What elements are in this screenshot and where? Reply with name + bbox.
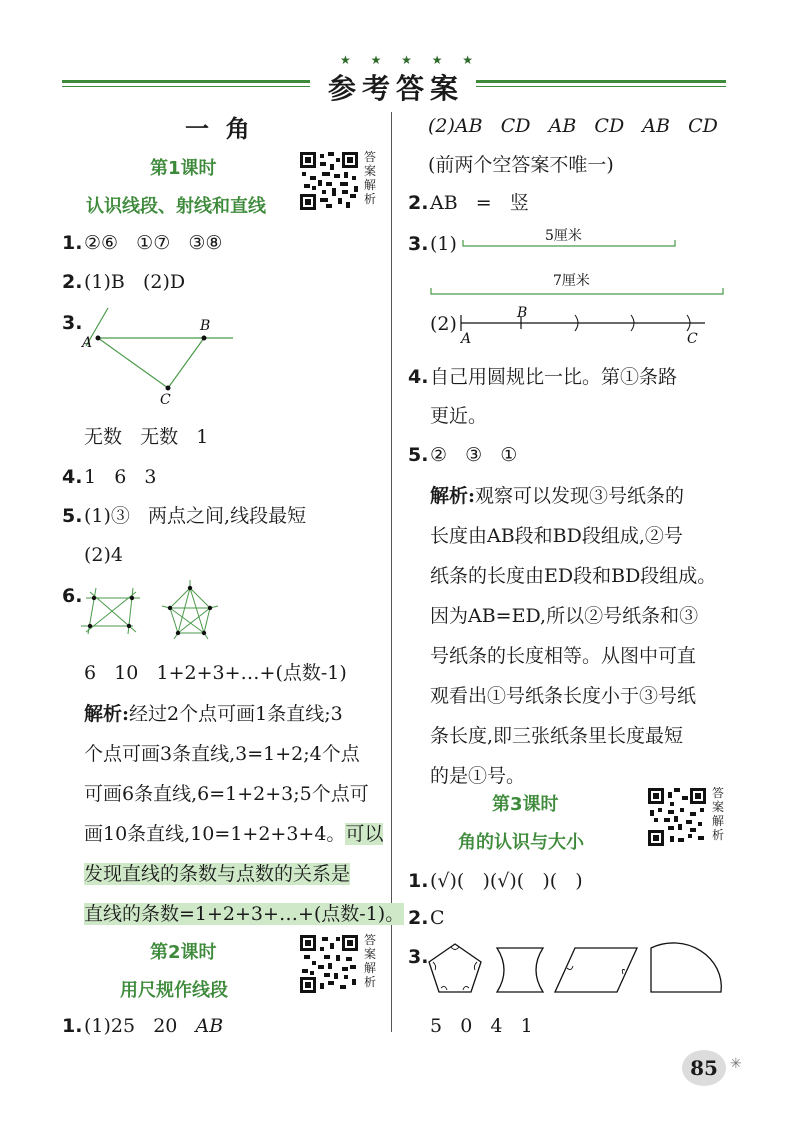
qr-label: 答案解析 <box>712 786 725 842</box>
q1-number: 1. <box>62 232 83 254</box>
q6-analysis-label: 解析: <box>84 703 130 725</box>
q6-analysis-line3: 可画6条直线,6=1+2+3;5个点可 <box>84 783 369 805</box>
l2q1-number: 1. <box>62 1015 83 1037</box>
l3q3-shapes <box>425 940 725 998</box>
q6-analysis-text4: 画10条直线,10=1+2+3+4。 <box>84 823 346 845</box>
q5-answer-line1: (1)③ 两点之间,线段最短 <box>84 505 307 527</box>
q6-analysis-line4 <box>84 823 383 845</box>
q6-number: 6. <box>62 585 83 607</box>
l2q1-var: AB <box>195 1015 224 1037</box>
r-q5-analysis-line8: 的是①号。 <box>430 765 526 787</box>
q6-analysis-line2: 个点可画3条直线,3=1+2;4个点 <box>84 743 360 765</box>
q3-point-c: C <box>160 392 171 408</box>
r-q4-number: 4. <box>408 366 429 388</box>
qr-code-icon[interactable] <box>648 788 706 846</box>
q1-answer: ②⑥ ①⑦ ③⑧ <box>84 232 223 254</box>
r-q2-answer: AB = 竖 <box>430 192 529 214</box>
qr-code-icon[interactable] <box>300 935 358 993</box>
qr-label: 答案解析 <box>364 933 377 989</box>
r-q3-part1: (1) <box>430 233 457 255</box>
q2-answer: (1)B (2)D <box>84 271 186 293</box>
q3-number: 3. <box>62 312 83 334</box>
page-number: 85 <box>682 1050 726 1086</box>
r-q5-analysis-line2: 长度由AB段和BD段组成,②号 <box>430 525 683 547</box>
unit-title: 一 角 <box>185 114 250 143</box>
q5-number: 5. <box>62 505 83 527</box>
column-divider <box>391 112 392 1032</box>
header-stars: ★ ★ ★ ★ ★ <box>340 53 482 67</box>
r-q5-analysis-label: 解析: <box>430 485 476 507</box>
r-q3-point-a: A <box>461 331 472 347</box>
q6-dots-diagram <box>78 578 248 640</box>
r-q3-segments <box>425 222 725 302</box>
q3-point-a: A <box>82 335 93 351</box>
r-q4-line1: 自己用圆规比一比。第①条路 <box>430 366 678 388</box>
l2q1-answer-text: (1)25 20 <box>84 1015 178 1037</box>
r-q5-analysis-line6: 观看出①号纸条长度小于③号纸 <box>430 685 697 707</box>
r-q5-analysis-line5: 号纸条的长度相等。从图中可直 <box>430 645 697 667</box>
lesson1-subtitle: 认识线段、射线和直线 <box>86 196 266 217</box>
decor-star-icon: ✳ <box>730 1056 742 1072</box>
l3q3-answer: 5 0 4 1 <box>430 1015 533 1037</box>
r-q5-analysis-line1 <box>430 485 684 507</box>
r-q3-ray <box>455 305 715 347</box>
r-q5-analysis-line3: 纸条的长度由ED段和BD段组成。 <box>430 565 717 587</box>
q6-analysis-line1 <box>84 703 343 725</box>
q5-answer-line2: (2)4 <box>84 544 124 566</box>
q2-number: 2. <box>62 271 83 293</box>
r-q3-point-b: B <box>517 305 528 321</box>
header-rule-right <box>476 80 726 83</box>
q4-answer: 1 6 3 <box>84 466 157 488</box>
header-rule-left-thin <box>62 86 310 87</box>
r-q5-analysis-text1: 观察可以发现③号纸条的 <box>475 485 685 507</box>
r-q3-part2: (2) <box>430 313 457 335</box>
l3q1-answer: (√)( )(√)( )( ) <box>430 870 583 892</box>
r-q5-answer: ② ③ ① <box>430 444 518 466</box>
q6-analysis-highlight1: 可以 <box>345 823 384 845</box>
q3-answer: 无数 无数 1 <box>84 426 209 448</box>
r-q2-number: 2. <box>408 192 429 214</box>
q6-analysis-line5: 发现直线的条数与点数的关系是 <box>84 863 351 885</box>
qr-code-icon[interactable] <box>300 152 358 210</box>
lesson1-label: 第1课时 <box>150 158 217 179</box>
l3q3-number: 3. <box>408 946 429 968</box>
header-rule-left <box>62 80 310 83</box>
q6-analysis-text1: 经过2个点可画1条直线;3 <box>129 703 343 725</box>
l2q1-answer <box>84 1015 223 1037</box>
lesson2-label: 第2课时 <box>150 942 217 963</box>
r-q3-point-c: C <box>687 331 698 347</box>
q6-answer: 6 10 1+2+3+…+(点数-1) <box>84 662 347 684</box>
r-cont-line1: (2)AB CD AB CD AB CD <box>428 115 718 137</box>
r-q3-seg1-label: 5厘米 <box>545 228 582 244</box>
l3q2-number: 2. <box>408 907 429 929</box>
lesson3-label: 第3课时 <box>492 794 559 815</box>
qr-label: 答案解析 <box>364 150 377 206</box>
r-q5-analysis-line4: 因为AB=ED,所以②号纸条和③ <box>430 605 699 627</box>
q3-point-b: B <box>200 318 211 334</box>
r-q3-seg2-label: 7厘米 <box>553 273 590 289</box>
header-rule-right-thin <box>476 86 726 87</box>
r-q5-number: 5. <box>408 444 429 466</box>
r-cont-line2: (前两个空答案不唯一) <box>428 154 614 176</box>
page-title: 参考答案 <box>328 72 465 105</box>
lesson2-subtitle: 用尺规作线段 <box>120 980 228 1001</box>
q3-lines-diagram <box>78 300 248 412</box>
r-q3-number: 3. <box>408 233 429 255</box>
l3q1-number: 1. <box>408 870 429 892</box>
r-q5-analysis-line7: 条长度,即三张纸条里长度最短 <box>430 725 684 747</box>
l3q2-answer: C <box>430 907 445 929</box>
q6-analysis-line6: 直线的条数=1+2+3+…+(点数-1)。 <box>84 903 405 925</box>
r-q4-line2: 更近。 <box>430 405 488 427</box>
lesson3-subtitle: 角的认识与大小 <box>458 832 584 853</box>
q4-number: 4. <box>62 466 83 488</box>
